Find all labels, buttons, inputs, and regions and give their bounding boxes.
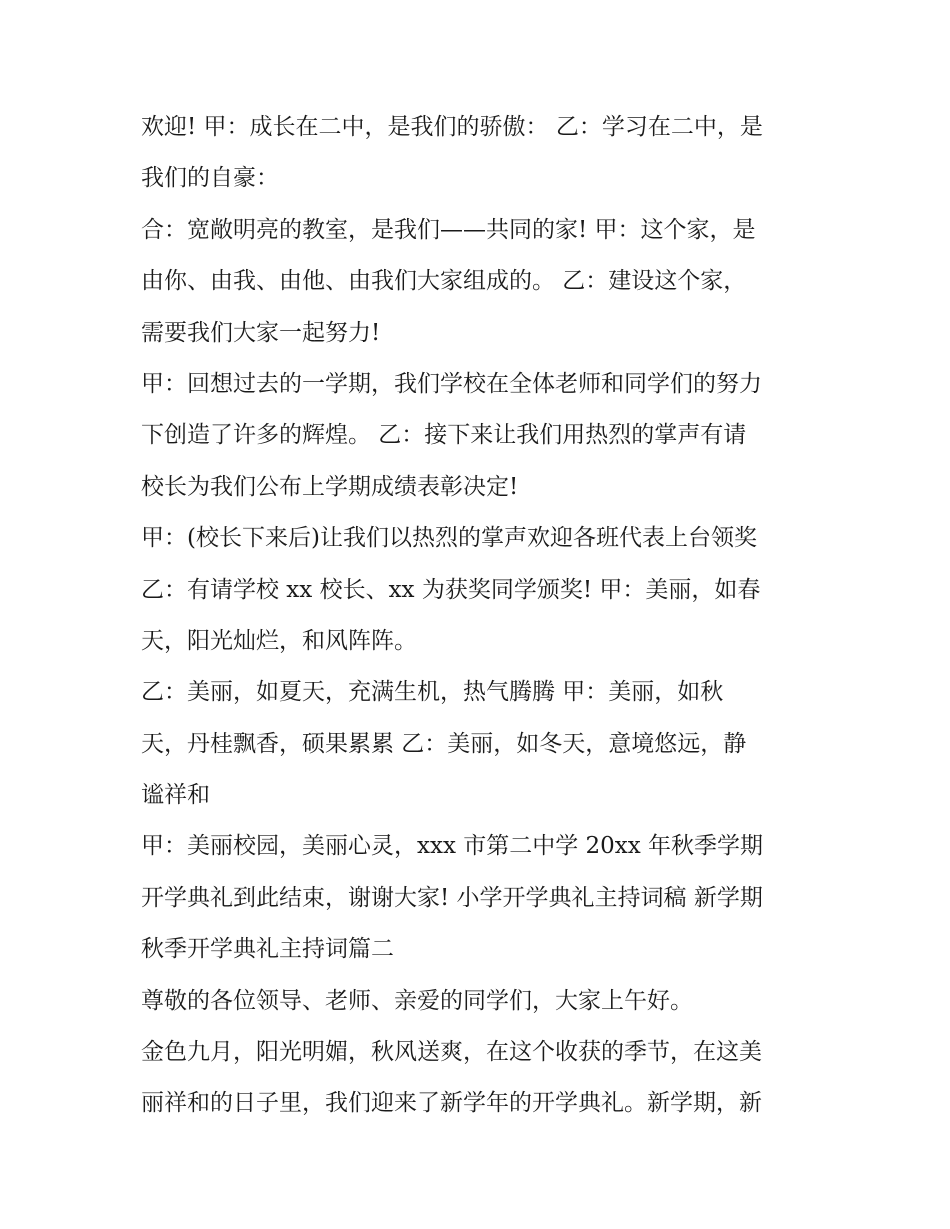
text-line: 谧祥和 (141, 782, 210, 809)
document-body (141, 102, 821, 1130)
text-line: 开学典礼到此结束，谢谢大家! 小学开学典礼主持词稿 新学期 (141, 884, 763, 911)
text-line: 天，阳光灿烂，和风阵阵。 (141, 627, 417, 654)
text-line: 乙：美丽，如夏天，充满生机，热气腾腾 甲：美丽，如秋 (141, 679, 724, 706)
text-line: 乙：有请学校 xx 校长、xx 为获奖同学颁奖! 甲：美丽，如春 (141, 576, 761, 603)
text-line: 甲：(校长下来后)让我们以热烈的掌声欢迎各班代表上台领奖 (141, 525, 757, 552)
text-line: 甲：美丽校园，美丽心灵，xxx 市第二中学 20xx 年秋季学期 (141, 833, 764, 860)
text-line: 丽祥和的日子里，我们迎来了新学年的开学典礼。新学期，新 (141, 1090, 762, 1117)
text-line: 欢迎! 甲：成长在二中，是我们的骄傲： 乙：学习在二中，是 (141, 114, 763, 140)
text-line: 校长为我们公布上学期成绩表彰决定! (141, 473, 519, 500)
text-line: 由你、由我、由他、由我们大家组成的。 乙：建设这个家， (141, 268, 747, 295)
text-line: 尊敬的各位领导、老师、亲爱的同学们，大家上午好。 (141, 987, 693, 1014)
text-line: 下创造了许多的辉煌。 乙：接下来让我们用热烈的掌声有请 (141, 422, 747, 449)
text-line: 需要我们大家一起努力! (141, 319, 381, 346)
text-line: 甲：回想过去的一学期，我们学校在全体老师和同学们的努力 (141, 370, 762, 397)
text-line: 金色九月，阳光明媚，秋风送爽，在这个收获的季节，在这美 (141, 1039, 762, 1066)
text-line: 我们的自豪： (141, 165, 279, 192)
text-line: 天，丹桂飘香，硕果累累 乙：美丽，如冬天，意境悠远，静 (141, 730, 747, 757)
text-line: 合：宽敞明亮的教室，是我们——共同的家! 甲：这个家，是 (141, 216, 756, 243)
text-line: 秋季开学典礼主持词篇二 (141, 936, 394, 963)
